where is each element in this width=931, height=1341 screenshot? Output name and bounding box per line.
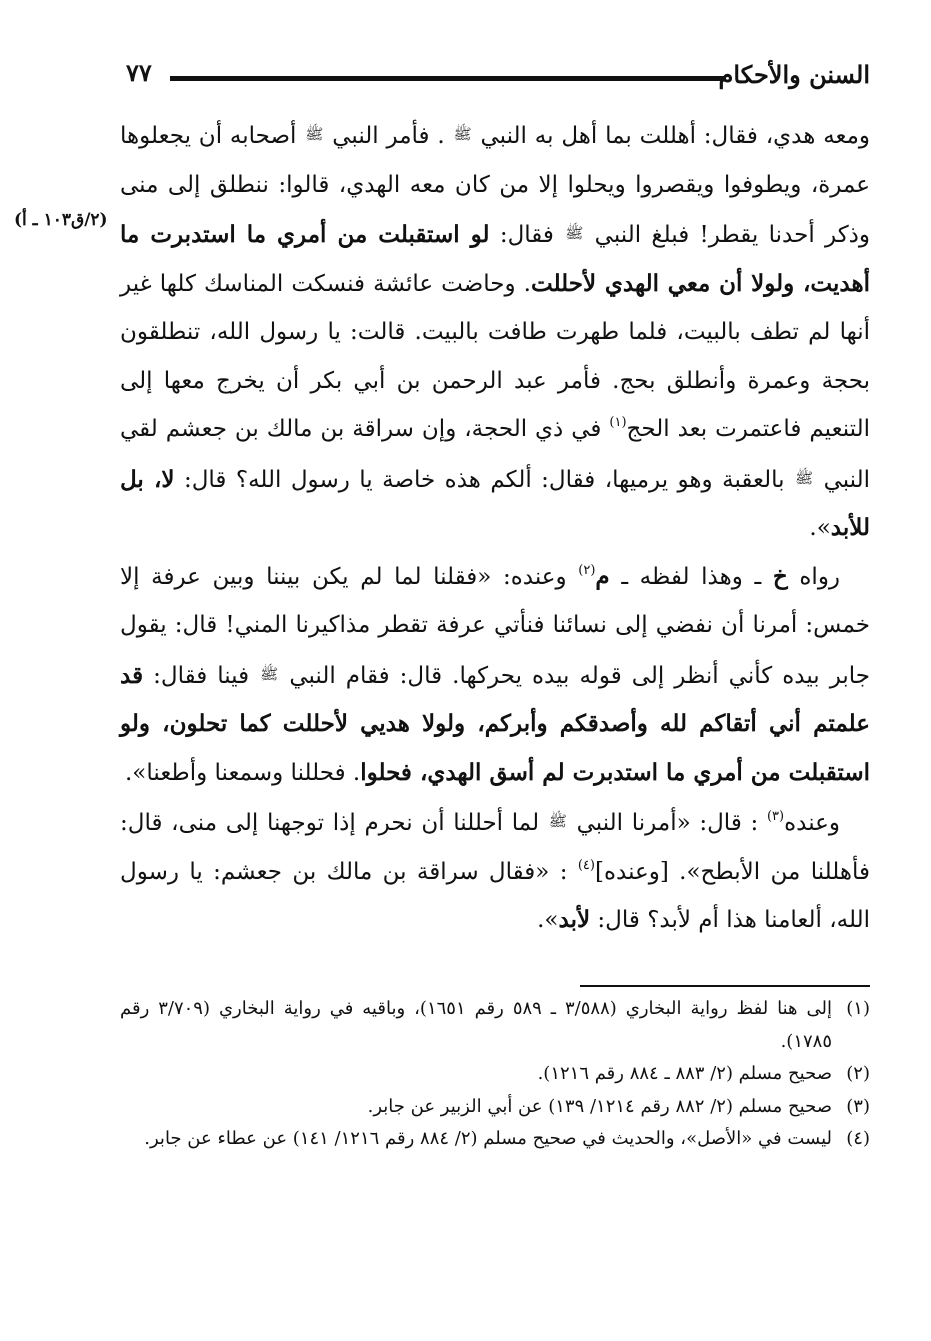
footnote-text: ليست في «الأصل»، والحديث في صحيح مسلم (٢/ ٨٨٤ رقم ١٢١٦/ ١٤١) عن عطاء عن جابر. bbox=[144, 1128, 832, 1149]
salutation-glyph: ﷺ bbox=[305, 125, 324, 143]
hadith-quote: لو استقبلت من أمري ما استدبرت ما أهديت، ولولا أن معي الهدي لأحللت bbox=[120, 221, 870, 297]
hadith-quote: لأبد bbox=[558, 906, 591, 933]
footnote-text: صحيح مسلم (٢/ ٨٨٢ رقم ١٢١٤/ ١٣٩) عن أبي الزبير عن جابر. bbox=[367, 1095, 832, 1117]
text-run: رواه bbox=[799, 563, 841, 590]
text-run: ومعه هدي، فقال: أهللت بما أهل به النبي bbox=[480, 123, 871, 149]
salutation-glyph: ﷺ bbox=[548, 812, 567, 830]
footnote-2 bbox=[120, 1058, 870, 1091]
text-run: . فحللنا وسمعنا وأطعنا». bbox=[124, 759, 361, 786]
salutation-glyph: ﷺ bbox=[453, 125, 472, 143]
text-run: وعنده bbox=[784, 810, 841, 836]
footnote-text: صحيح مسلم (٢/ ٨٨٣ ـ ٨٨٤ رقم ١٢١٦). bbox=[537, 1063, 832, 1084]
footnote-ref-1: (١) bbox=[609, 415, 627, 430]
text-run: فينا فقال: bbox=[153, 662, 250, 689]
running-title: السنن والأحكام bbox=[718, 60, 870, 89]
hadith-quote: قد علمتم أني أتقاكم لله وأصدقكم وأبركم، ولولا هديي لأحللت كما تحلون، ولو استقبلت من أمري ما استدبرت لم أسق الهدي، فحلوا bbox=[120, 661, 870, 786]
footnote-4 bbox=[120, 1123, 870, 1156]
footnote-ref-2: (٢) bbox=[578, 562, 596, 578]
text-run: ـ وهذا لفظه ـ bbox=[621, 563, 762, 590]
footnote-separator bbox=[580, 985, 870, 987]
manuscript-margin-note: (٢/ق١٠٣ ـ أ) bbox=[14, 210, 108, 230]
paragraph-1 bbox=[120, 110, 870, 553]
text-run: في ذي الحجة، وإن سراقة بن مالك بن جعشم لقي النبي bbox=[120, 416, 871, 493]
header-rule bbox=[170, 76, 725, 81]
footnote-3 bbox=[120, 1091, 870, 1124]
main-text bbox=[120, 110, 870, 945]
text-run: لما أحللنا أن نحرم إذا توجهنا إلى منى، قال: فأهللنا من الأبطح». [وعنده] bbox=[120, 810, 871, 885]
footnotes bbox=[120, 993, 870, 1156]
footnote-text: إلى هنا لفظ رواية البخاري (٣/٥٨٨ ـ ٥٨٩ رقم ١٦٥١)، وباقيه في رواية البخاري (٣/٧٠٩ رقم ١٧٨٥). bbox=[120, 998, 832, 1052]
text-run: وعنده: «فقلنا لما لم يكن بيننا وبين عرفة إلا خمس: أمرنا أن نفضي إلى نسائنا فنأتي عرفة تقطر مذاكيرنا المني! قال: يقول جابر بيده كأني أنظر إلى قوله بيده يحركها. قال: فقام النبي bbox=[120, 563, 871, 689]
source-symbol: م bbox=[595, 562, 610, 590]
text-run: . وحاضت عائشة فنسكت المناسك كلها غير أنها لم تطف بالبيت، فلما طهرت طافت بالبيت. قالت: يا رسول الله، تنطلقون بحجة وعمرة وأنطلق بحج. فأمر عبد الرحمن بن أبي بكر أن يخرج معها إلى التنعيم فاعتمرت بعد الحج bbox=[120, 270, 870, 442]
text-run: فقال: bbox=[499, 222, 554, 248]
salutation-glyph: ﷺ bbox=[794, 468, 814, 487]
page-header bbox=[120, 58, 870, 102]
footnote-number: (١) bbox=[846, 998, 870, 1019]
footnote-number: (٢) bbox=[846, 1063, 870, 1084]
text-run: : «فقال سراقة بن مالك بن جعشم: يا رسول الله، ألعامنا هذا أم لأبد؟ قال: bbox=[120, 858, 870, 933]
footnote-1 bbox=[120, 993, 870, 1058]
footnote-ref-4: (٤) bbox=[577, 857, 595, 873]
salutation-glyph: ﷺ bbox=[260, 664, 279, 683]
text-run: ». bbox=[537, 907, 559, 933]
hadith-quote: لا، بل للأبد bbox=[120, 465, 870, 541]
source-symbol: خ bbox=[772, 562, 788, 590]
text-run: أصحابه أن يجعلوها عمرة، ويطوفوا ويقصروا ويحلوا إلا من كان معه الهدي، قالوا: ننطلق إلى منى وذكر أحدنا يقطر! فبلغ النبي bbox=[120, 123, 870, 248]
footnote-number: (٣) bbox=[846, 1095, 870, 1117]
text-run: بالعقبة وهو يرميها، فقال: ألكم هذه خاصة يا رسول الله؟ قال: bbox=[183, 466, 785, 493]
text-run: : قال: «أمرنا النبي bbox=[576, 810, 759, 836]
text-run: . فأمر النبي bbox=[332, 123, 445, 149]
footnote-ref-3: (٣) bbox=[766, 809, 785, 824]
footnote-number: (٤) bbox=[846, 1128, 870, 1149]
paragraph-3 bbox=[120, 797, 870, 945]
salutation-glyph: ﷺ bbox=[565, 224, 584, 242]
page-number: ٧٧ bbox=[126, 58, 152, 87]
text-run: ». bbox=[809, 515, 831, 541]
paragraph-2 bbox=[120, 553, 870, 798]
